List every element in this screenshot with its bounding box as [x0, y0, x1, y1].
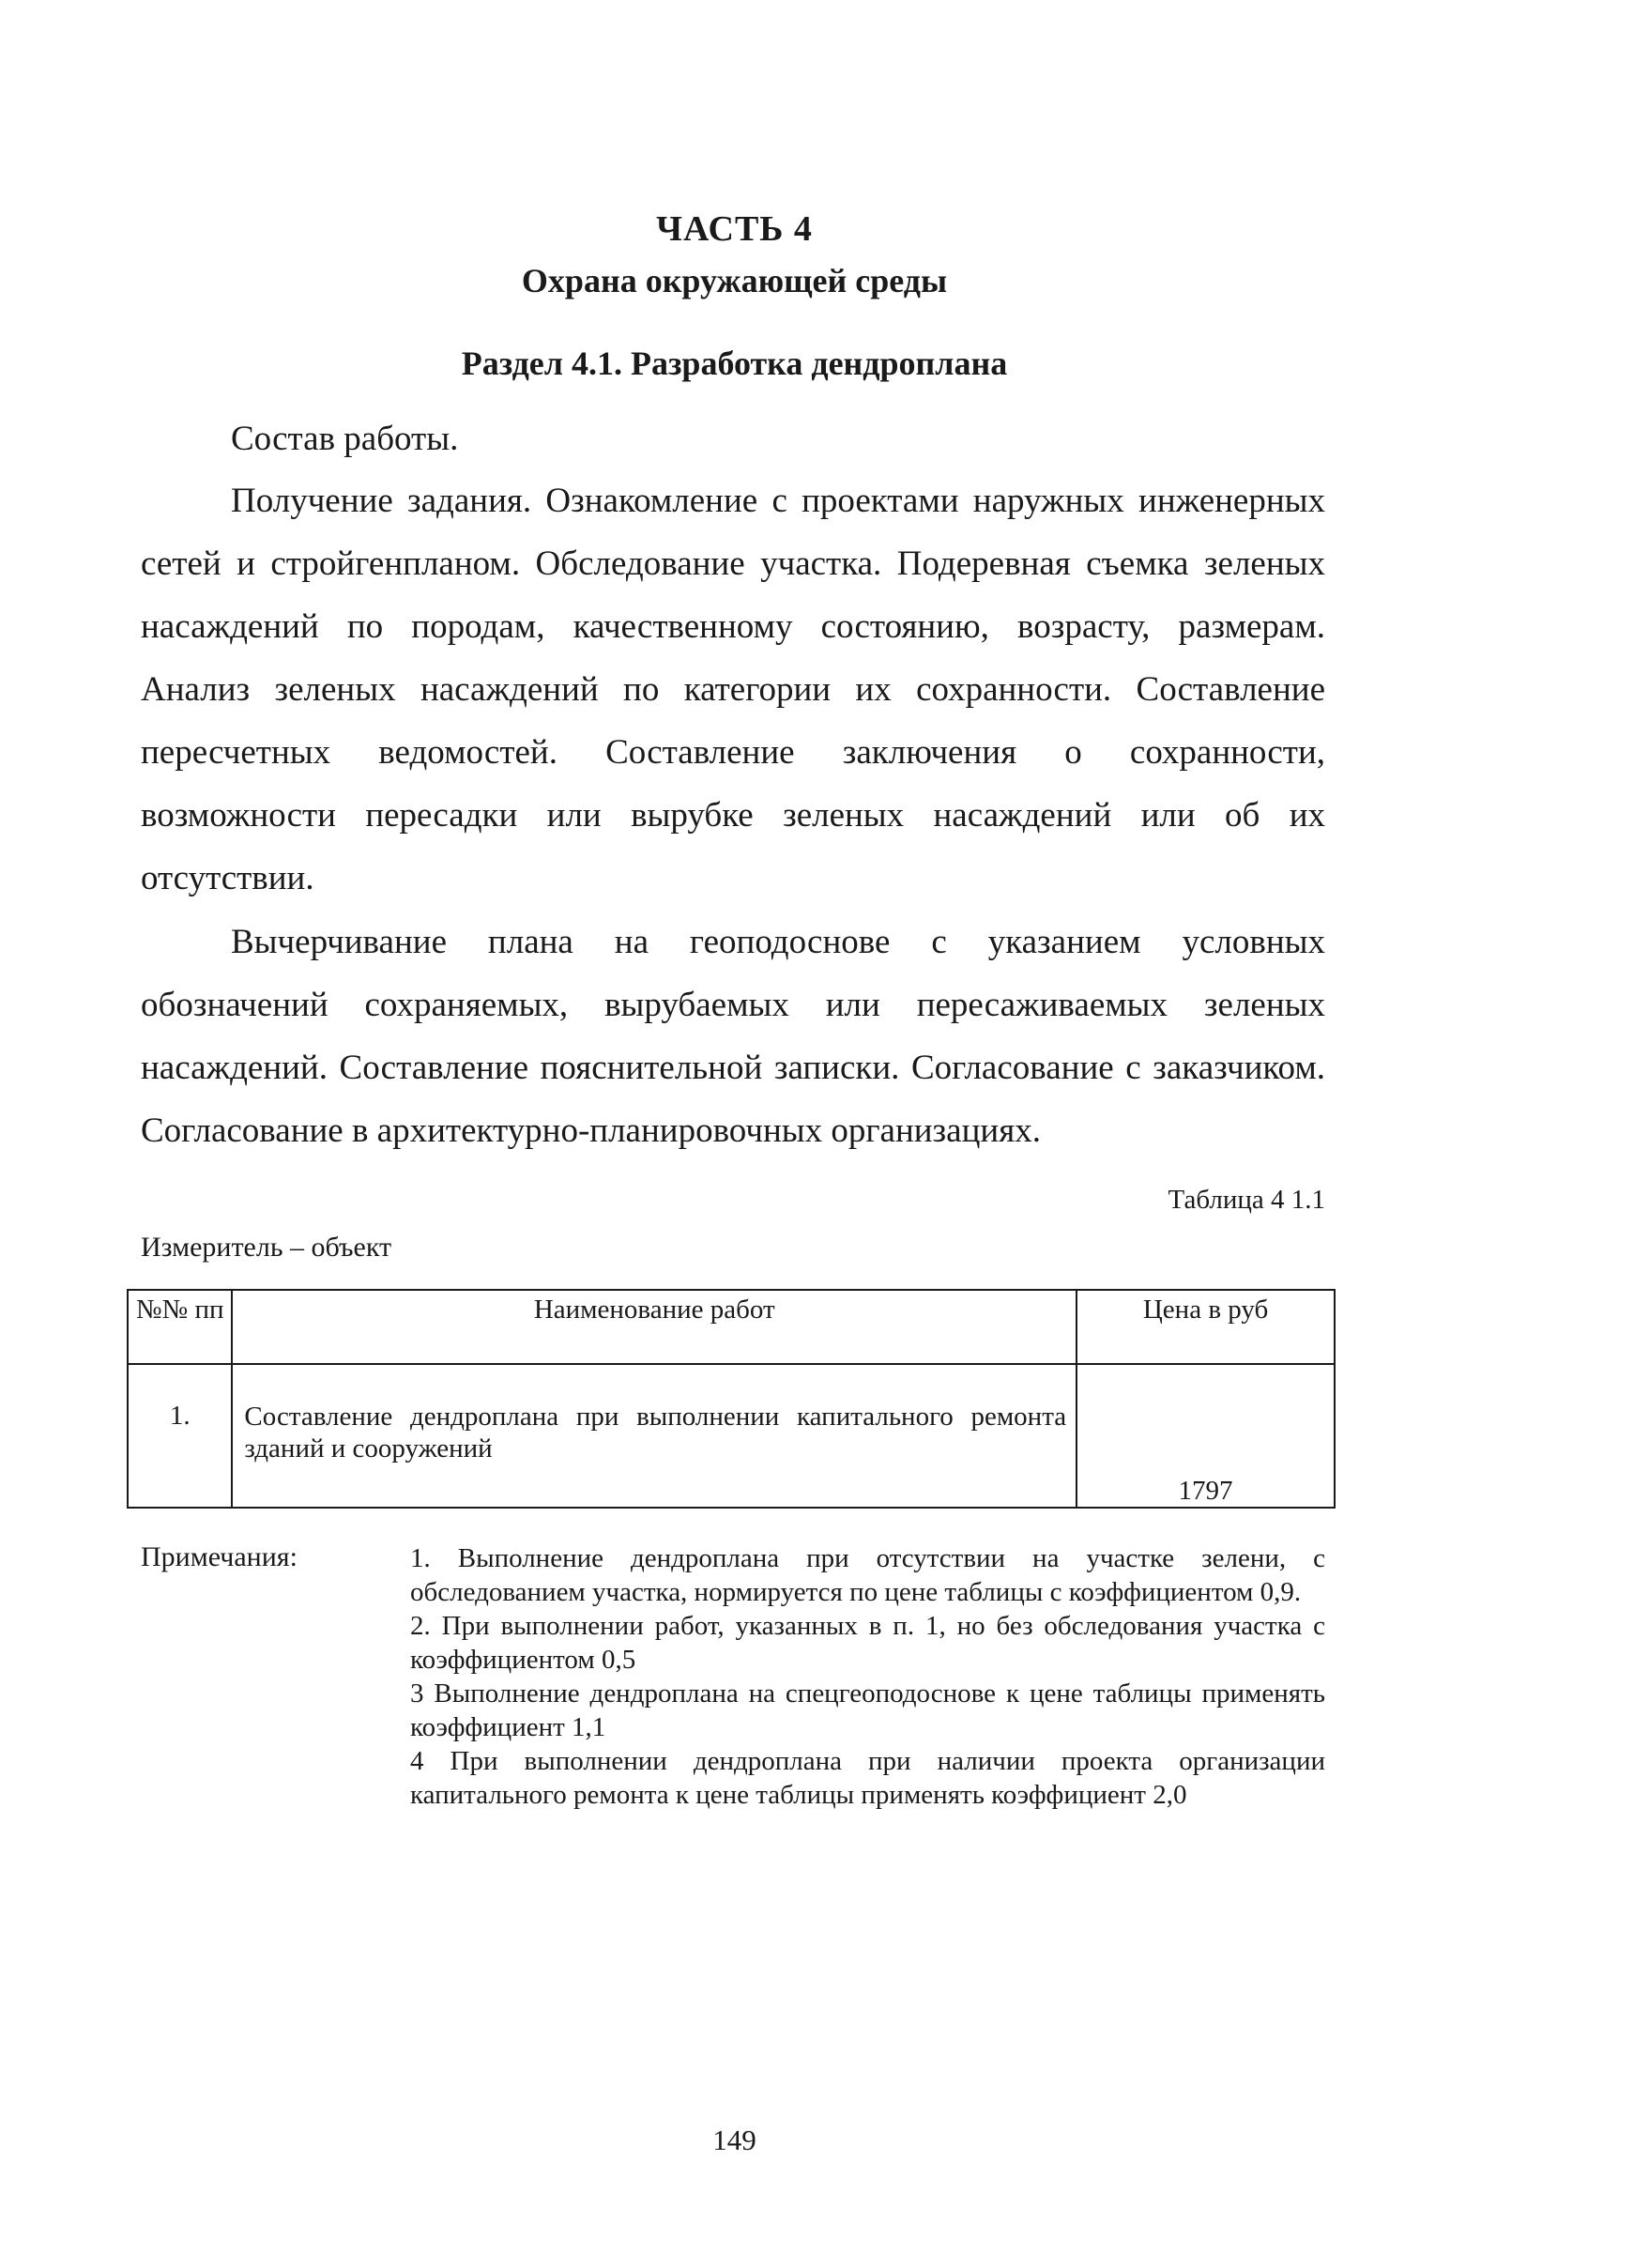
table-row [128, 1364, 1335, 1508]
cell-price: 1797 [1077, 1364, 1335, 1508]
page-number: 149 [712, 2123, 756, 2156]
paragraph: Вычерчивание плана на геоподоснове с указанием условных обозначений сохраняемых, вырубаемых или пересаживаемых зеленых насаждений. Составление пояснительной записки. Согласование с заказчиком. Согласование в архитектурно-планировочных организациях. [141, 923, 1325, 1150]
cell-num: 1. [128, 1364, 232, 1508]
note-item: 3 Выполнение дендроплана на спецгеоподоснове к цене таблицы применять коэффициент 1,1 [410, 1678, 1325, 1742]
measure-label: Измеритель – объект [141, 1232, 392, 1263]
note-item: 2. При выполнении работ, указанных в п. 1, но без обследования участка с коэффициентом 0,5 [410, 1611, 1325, 1675]
header-price: Цена в руб [1077, 1290, 1335, 1364]
work-composition-label: Состав работы. [231, 420, 459, 458]
notes-list [410, 1541, 1325, 1812]
note-item: 4 При выполнении дендроплана при наличии проекта организации капитального ремонта к цене таблицы применять коэффициент 2,0 [410, 1746, 1325, 1810]
header-num: №№ пп [128, 1290, 232, 1364]
note-item: 1. Выполнение дендроплана при отсутствии на участке зелени, с обследованием участка, нормируется по цене таблицы с коэффициентом 0,9. [410, 1543, 1325, 1607]
table-caption: Таблица 4 1.1 [1168, 1185, 1325, 1215]
price-table [127, 1289, 1336, 1509]
section-title: Раздел 4.1. Разработка дендроплана [461, 345, 1008, 382]
paragraph: Получение задания. Ознакомление с проектами наружных инженерных сетей и стройгенпланом. Обследование участка. Подеревная съемка зеленых насаждений по породам, качественному состоянию, возрасту, размерам. Анализ зеленых насаждений по категории их сохранности. Составление пересчетных ведомостей. Составление заключения о сохранности, возможности пересадки или вырубке зеленых насаждений или об их отсутствии. [141, 482, 1325, 897]
notes-label: Примечания: [141, 1541, 298, 1572]
part-title: ЧАСТЬ 4 [656, 209, 813, 249]
table-header-row [128, 1290, 1335, 1364]
part-subtitle: Охрана окружающей среды [521, 262, 948, 299]
header-name: Наименование работ [232, 1290, 1077, 1364]
cell-name: Составление дендроплана при выполнении капитального ремонта зданий и сооружений [232, 1364, 1077, 1508]
